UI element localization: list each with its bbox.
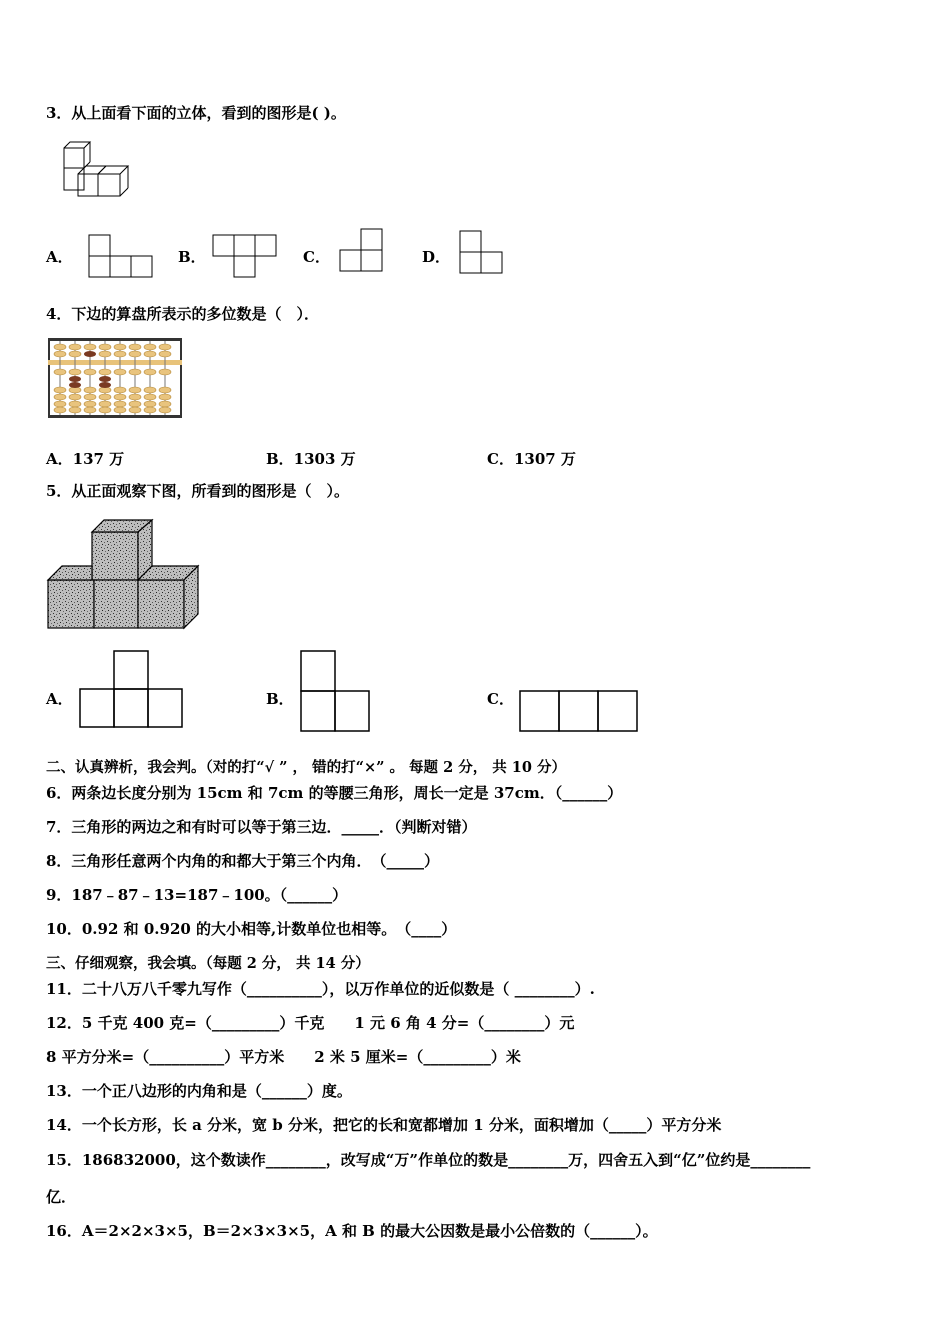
q10-text: 10．0.92 和 0.920 的大小相等,计数单位也相等。 （____） (46, 920, 457, 938)
q3-solid-figure (60, 140, 136, 200)
q4-option-c[interactable]: C．1307 万 (487, 450, 576, 468)
q3-option-a-figure[interactable] (88, 234, 154, 278)
q4-option-b[interactable]: B．1303 万 (266, 450, 356, 468)
q7-text: 7．三角形的两边之和有时可以等于第三边．_____．（判断对错） (46, 818, 477, 836)
q3-option-a-label[interactable]: A． (46, 248, 73, 266)
q3-option-c-figure[interactable] (338, 228, 384, 274)
q16-text: 16．A＝2×2×3×5，B＝2×3×3×5，A 和 B 的最大公因数是最小公倍数的（______）。 (46, 1222, 658, 1240)
q5-option-b-label[interactable]: B． (266, 690, 294, 708)
q5-option-b-figure[interactable] (298, 648, 372, 734)
q15-line1: 15．186832000，这个数读作________，改写成“万”作单位的数是________万，四舍五入到“亿”位约是________ (46, 1151, 811, 1169)
q5-option-c-figure[interactable] (517, 688, 641, 734)
q5-option-a-figure[interactable] (76, 648, 186, 732)
q12-line1: 12．5 千克 400 克=（_________）千克 1 元 6 角 4 分=（________）元 (46, 1014, 575, 1032)
q4-text: 4．下边的算盘所表示的多位数是（ ）． (46, 305, 319, 323)
q5-option-c-label[interactable]: C． (487, 690, 514, 708)
section3-heading: 三、仔细观察，我会填。（每题 2 分， 共 14 分） (46, 955, 370, 972)
q4-option-a[interactable]: A．137 万 (46, 450, 125, 468)
q5-solid-figure (46, 516, 206, 632)
q3-option-b-label[interactable]: B． (178, 248, 206, 266)
q3-option-d-label[interactable]: D． (422, 248, 451, 266)
q3-option-d-figure[interactable] (458, 230, 504, 276)
q13-text: 13．一个正八边形的内角和是（______）度。 (46, 1082, 352, 1100)
q3-option-b-figure[interactable] (212, 234, 278, 278)
q3-option-c-label[interactable]: C． (303, 248, 330, 266)
q5-option-a-label[interactable]: A． (46, 690, 73, 708)
q8-text: 8．三角形任意两个内角的和都大于第三个内角． （_____） (46, 852, 439, 870)
q6-text: 6．两条边长度分别为 15cm 和 7cm 的等腰三角形，周长一定是 37cm．（______） (46, 784, 623, 802)
q14-text: 14．一个长方形，长 a 分米，宽 b 分米，把它的长和宽都增加 1 分米，面积增加（_____）平方分米 (46, 1116, 722, 1134)
q3-text: 3．从上面看下面的立体，看到的图形是( )。 (46, 104, 346, 122)
q11-text: 11．二十八万八千零九写作（__________），以万作单位的近似数是（ ________）. (46, 980, 595, 998)
q5-text: 5．从正面观察下图，所看到的图形是（ ）。 (46, 482, 349, 500)
section2-heading: 二、认真辨析，我会判。（对的打“√ ” ， 错的打“×” 。 每题 2 分， 共 10 分） (46, 759, 567, 776)
q12-line2: 8 平方分米=（__________）平方米 2 米 5 厘米=（_________）米 (46, 1048, 521, 1066)
q9-text: 9．187﹣87﹣13=187﹣100。（______） (46, 886, 348, 904)
q15-line2: 亿． (46, 1188, 77, 1206)
q4-abacus-figure (48, 338, 184, 420)
